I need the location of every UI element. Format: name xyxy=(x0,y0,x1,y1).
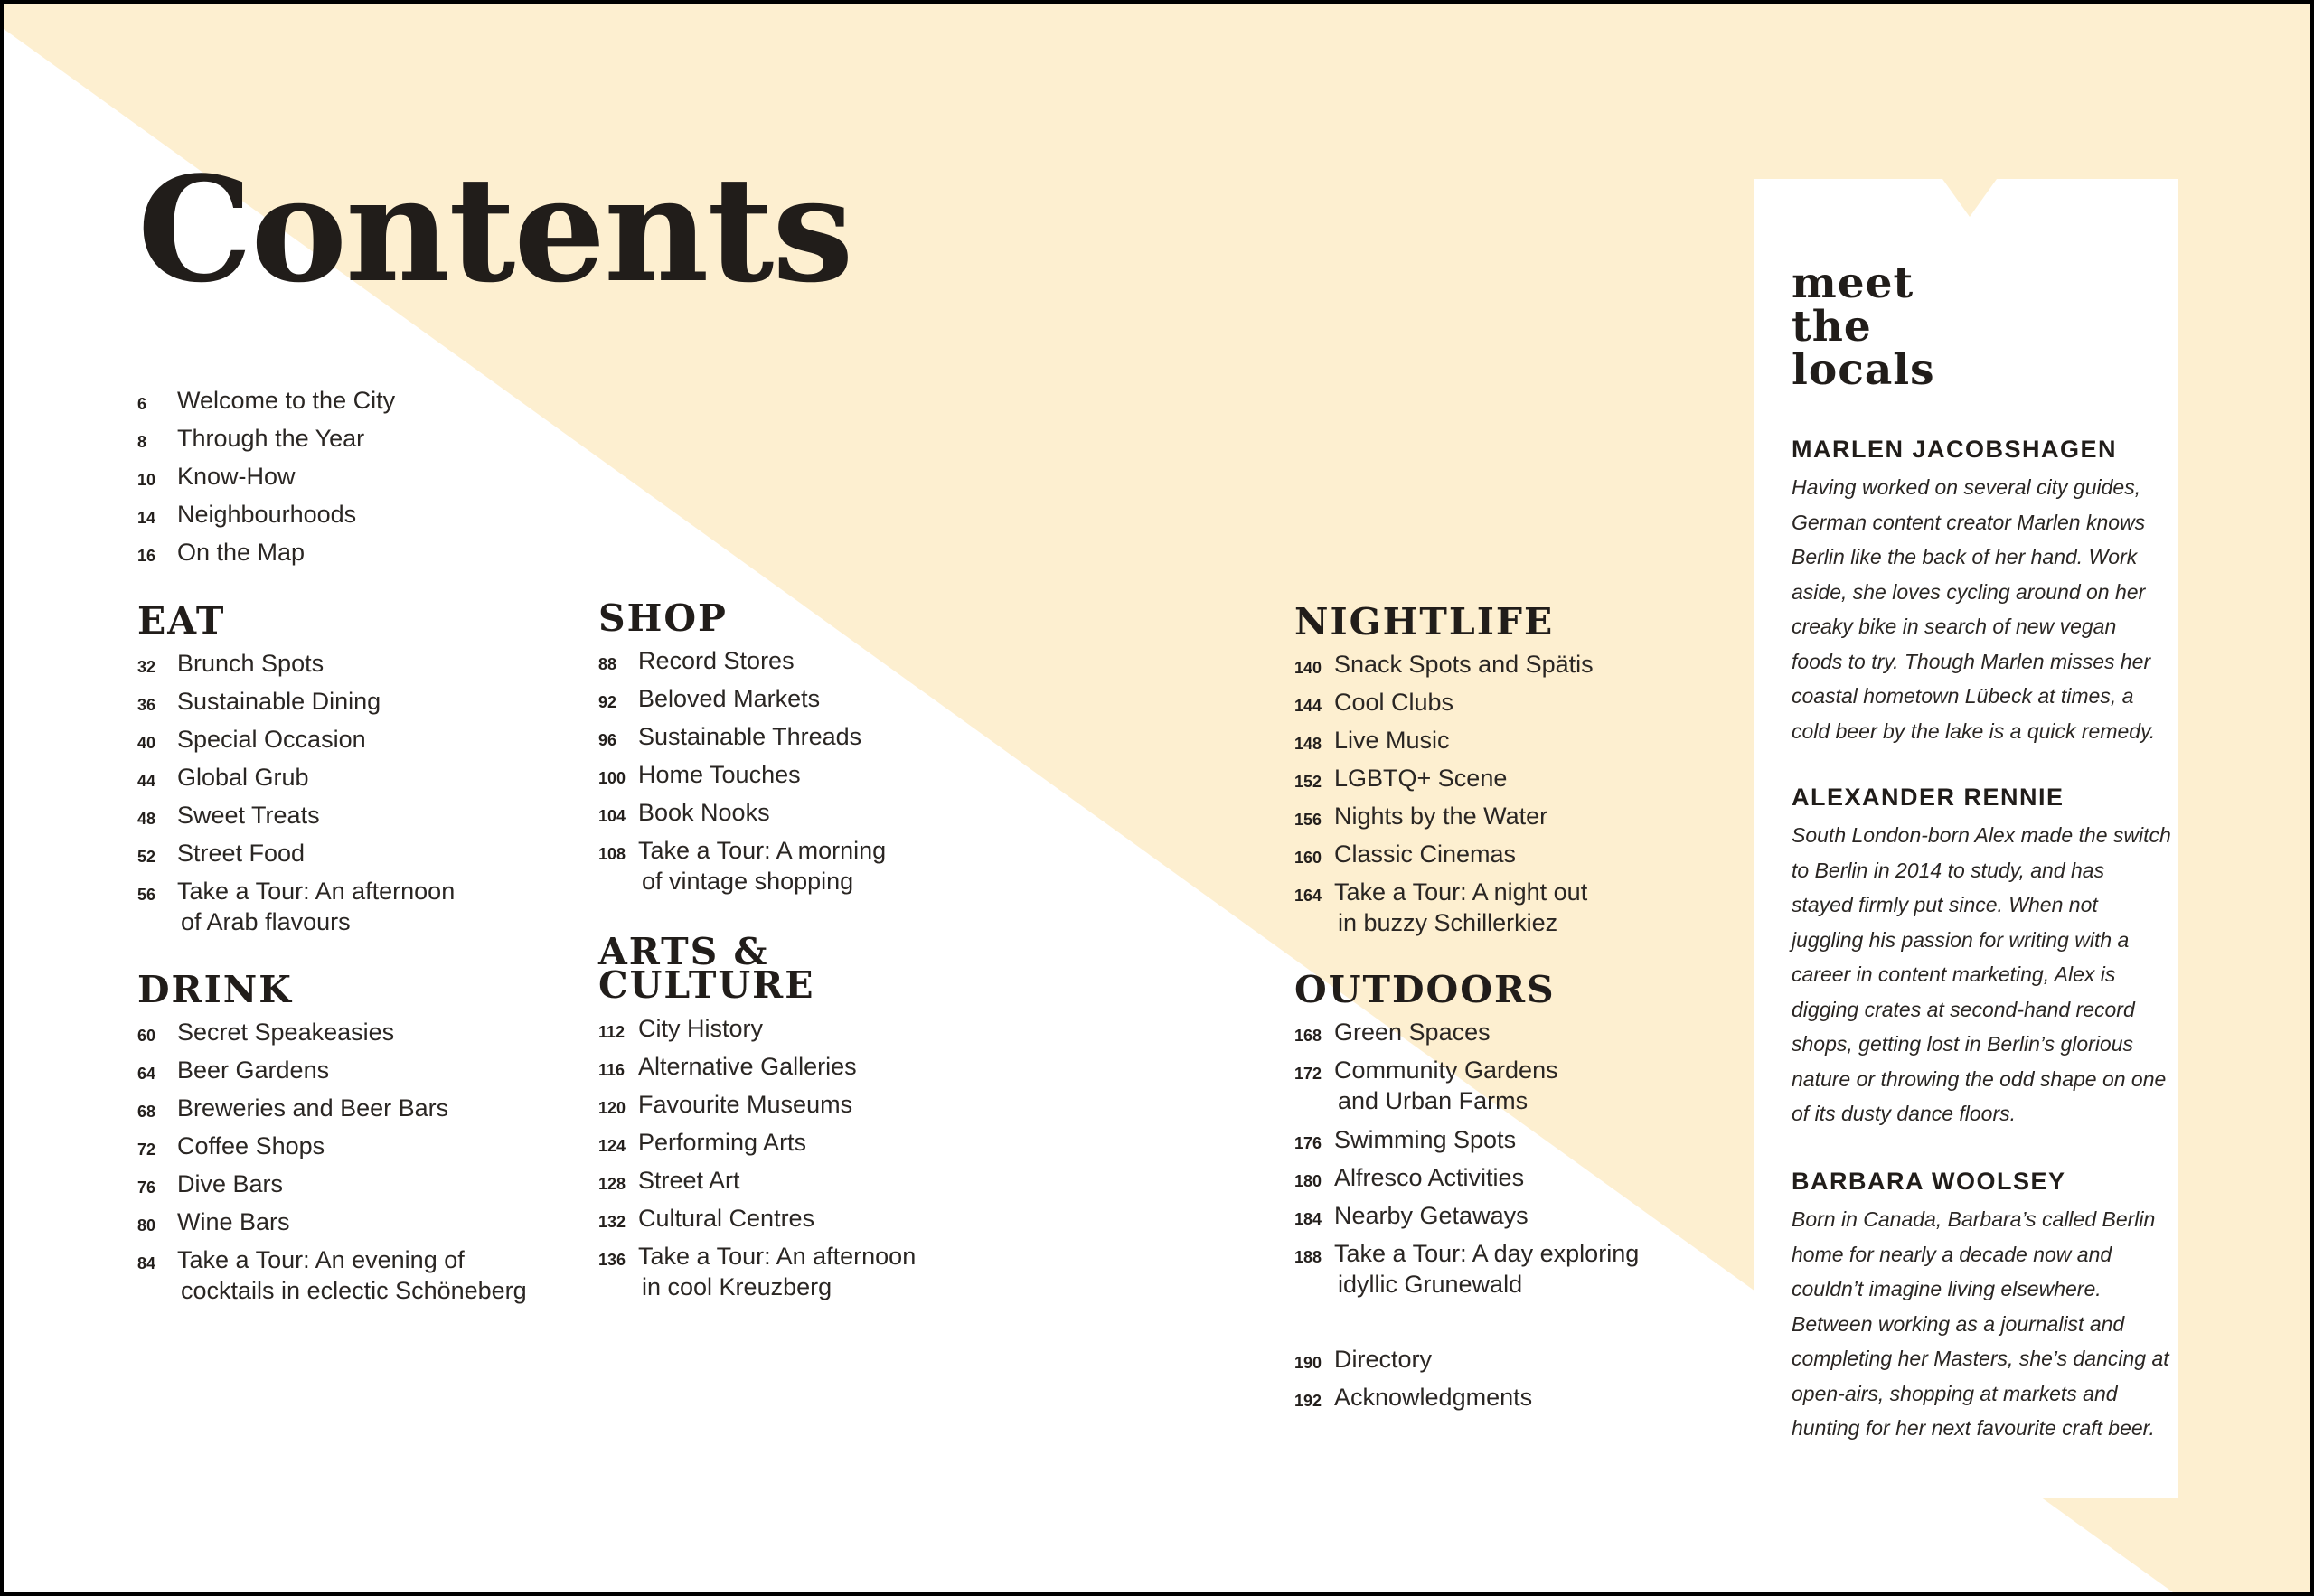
page-number: 160 xyxy=(1294,849,1322,867)
entry-label xyxy=(177,876,455,937)
page-number: 44 xyxy=(137,772,156,790)
page-number: 120 xyxy=(598,1099,626,1117)
section-heading-outdoors: OUTDOORS xyxy=(1294,968,1556,1011)
entry-label: Welcome to the City xyxy=(177,387,396,414)
entry-label: Swimming Spots xyxy=(1334,1126,1517,1153)
sidebar-title-line1: meet xyxy=(1792,258,1914,308)
page-number: 10 xyxy=(137,471,156,489)
page-number: 100 xyxy=(598,769,626,787)
entry-label-line2: in cool Kreuzberg xyxy=(642,1273,832,1300)
sidebar-title-line3: locals xyxy=(1792,345,1935,395)
entry-label: Alternative Galleries xyxy=(638,1053,857,1080)
entry-label: On the Map xyxy=(177,539,306,566)
entry-label xyxy=(638,835,886,897)
section-heading-eat: EAT xyxy=(137,599,226,643)
entry-label: Breweries and Beer Bars xyxy=(177,1094,449,1122)
page-number: 144 xyxy=(1294,697,1322,715)
entry-label: Beloved Markets xyxy=(638,685,821,712)
page-number: 96 xyxy=(598,731,617,749)
entry-label-line2: of vintage shopping xyxy=(642,868,854,895)
heading-line2: CULTURE xyxy=(598,963,815,1007)
entry-label-line1: Take a Tour: An afternoon xyxy=(638,1243,917,1270)
local-name: BARBARA WOOLSEY xyxy=(1792,1168,2066,1195)
entry-label: Street Food xyxy=(177,840,306,867)
page-number: 192 xyxy=(1294,1392,1322,1410)
page-number: 140 xyxy=(1294,659,1322,677)
page-number: 172 xyxy=(1294,1065,1322,1083)
entry-label: Favourite Museums xyxy=(638,1091,853,1118)
entry-label: Global Grub xyxy=(177,764,309,791)
page-number: 136 xyxy=(598,1251,626,1269)
page-number: 116 xyxy=(598,1061,626,1079)
entry-label: Coffee Shops xyxy=(177,1132,325,1159)
local-bio: Born in Canada, Barbara’s called Berlin home for nearly a decade now and couldn’t imagine living elsewhere. Between working as a journalist and completing her Masters, she’s dancing at open-airs, shopping at markets and hunting for her next favourite craft beer. xyxy=(1792,1207,2169,1440)
page-number: 180 xyxy=(1294,1172,1322,1190)
entry-label: Directory xyxy=(1334,1346,1433,1373)
entry-label: Sustainable Threads xyxy=(638,723,862,750)
page-number: 56 xyxy=(137,886,156,904)
entry-label-line1: Take a Tour: An evening of xyxy=(177,1246,465,1273)
entry-label: Sweet Treats xyxy=(177,802,320,829)
section-heading-nightlife: NIGHTLIFE xyxy=(1294,600,1555,643)
sidebar-title xyxy=(1792,258,1935,395)
page-number: 88 xyxy=(598,655,617,673)
page-number: 40 xyxy=(137,734,156,752)
section-heading-shop: SHOP xyxy=(598,596,728,640)
entry-label: Live Music xyxy=(1334,727,1450,754)
panel-notch xyxy=(1942,179,1997,217)
page-number: 36 xyxy=(137,696,156,714)
entry-label xyxy=(1334,877,1587,938)
entry-label: Snack Spots and Spätis xyxy=(1334,651,1594,678)
entry-label: Sustainable Dining xyxy=(177,688,381,715)
local-bio: South London-born Alex made the switch to Berlin in 2014 to study, and has stayed firmly put since. When not juggling his passion for writing with a career in content marketing, Alex is digging crates at second-hand record shops, getting lost in Berlin’s glorious nature or throwing the odd shape on one of its dusty dance floors. xyxy=(1792,823,2171,1125)
page-number: 164 xyxy=(1294,887,1322,905)
heading-line1: ARTS & xyxy=(598,930,769,973)
page-number: 92 xyxy=(598,693,617,711)
local-name: MARLEN JACOBSHAGEN xyxy=(1792,436,2118,463)
entry-label: Green Spaces xyxy=(1334,1019,1491,1046)
entry-label: Neighbourhoods xyxy=(177,501,357,528)
page-number: 108 xyxy=(598,845,626,863)
page-number: 148 xyxy=(1294,735,1322,753)
page-number: 112 xyxy=(598,1023,626,1041)
page-number: 168 xyxy=(1294,1027,1322,1045)
entry-label-line2: cocktails in eclectic Schöneberg xyxy=(181,1277,527,1304)
entry-label-line2: and Urban Farms xyxy=(1338,1087,1529,1114)
entry-label-line1: Take a Tour: An afternoon xyxy=(177,878,456,905)
entry-label: Through the Year xyxy=(177,425,365,452)
page-number: 152 xyxy=(1294,773,1322,791)
local-name: ALEXANDER RENNIE xyxy=(1792,784,2065,811)
page-number: 32 xyxy=(137,658,156,676)
entry-label: Secret Speakeasies xyxy=(177,1019,395,1046)
page-number: 80 xyxy=(137,1216,156,1235)
entry-label xyxy=(1334,1238,1639,1300)
entry-label: Classic Cinemas xyxy=(1334,840,1517,868)
entry-label: Record Stores xyxy=(638,647,795,674)
page-number: 184 xyxy=(1294,1210,1322,1228)
entry-label: Book Nooks xyxy=(638,799,770,826)
entry-label: Wine Bars xyxy=(177,1208,290,1235)
entry-label: Beer Gardens xyxy=(177,1056,330,1084)
page-number: 52 xyxy=(137,848,156,866)
entry-label: Alfresco Activities xyxy=(1334,1164,1525,1191)
page-number: 72 xyxy=(137,1141,156,1159)
entry-label: Nearby Getaways xyxy=(1334,1202,1529,1229)
entry-label-line1: Take a Tour: A day exploring xyxy=(1334,1240,1640,1267)
entry-label: City History xyxy=(638,1015,764,1042)
entry-label: Performing Arts xyxy=(638,1129,807,1156)
page-number: 8 xyxy=(137,433,147,451)
entry-label: Home Touches xyxy=(638,761,801,788)
section-heading-drink: DRINK xyxy=(137,968,293,1011)
page-number: 132 xyxy=(598,1213,626,1231)
page-number: 156 xyxy=(1294,811,1322,829)
entry-label: Dive Bars xyxy=(177,1170,284,1197)
local-bio: Having worked on several city guides, German content creator Marlen knows Berlin like the back of her hand. Work aside, she loves cycling around on her creaky bike in search of new vegan foods to try. Though Marlen misses her coastal hometown Lübeck at times, a cold beer by the lake is a quick remedy. xyxy=(1792,475,2156,743)
entry-label-line1: Take a Tour: A night out xyxy=(1334,878,1588,906)
entry-label: Acknowledgments xyxy=(1334,1384,1533,1411)
page-number: 64 xyxy=(137,1065,156,1083)
entry-label-line2: idyllic Grunewald xyxy=(1338,1271,1523,1298)
page-title: Contents xyxy=(137,145,852,315)
entry-label-line2: of Arab flavours xyxy=(181,908,351,935)
entry-label-line1: Take a Tour: A morning xyxy=(638,837,887,864)
entry-label: Brunch Spots xyxy=(177,650,325,677)
page-number: 14 xyxy=(137,509,156,527)
page-number: 190 xyxy=(1294,1354,1322,1372)
page-number: 104 xyxy=(598,807,626,825)
entry-label: Cultural Centres xyxy=(638,1205,815,1232)
entry-label: Special Occasion xyxy=(177,726,366,753)
entry-label xyxy=(1334,1055,1558,1116)
page-number: 76 xyxy=(137,1178,156,1197)
page-number: 84 xyxy=(137,1254,156,1272)
entry-label: Cool Clubs xyxy=(1334,689,1454,716)
page-number: 188 xyxy=(1294,1248,1322,1266)
entry-label-line1: Community Gardens xyxy=(1334,1056,1558,1084)
section-heading-arts-culture xyxy=(598,930,815,1007)
page-number: 176 xyxy=(1294,1134,1322,1152)
entry-label: LGBTQ+ Scene xyxy=(1334,765,1508,792)
page-number: 48 xyxy=(137,810,156,828)
entry-label: Street Art xyxy=(638,1167,740,1194)
page-number: 124 xyxy=(598,1137,626,1155)
page-number: 128 xyxy=(598,1175,626,1193)
entry-label xyxy=(638,1241,916,1302)
entry-label xyxy=(177,1244,527,1306)
page-number: 6 xyxy=(137,395,147,413)
sidebar-title-line2: the xyxy=(1792,302,1872,352)
page-number: 16 xyxy=(137,547,156,565)
entry-label: Nights by the Water xyxy=(1334,803,1548,830)
page-number: 60 xyxy=(137,1027,156,1045)
entry-label-line2: in buzzy Schillerkiez xyxy=(1338,909,1558,936)
entry-label: Know-How xyxy=(177,463,296,490)
page-number: 68 xyxy=(137,1103,156,1121)
